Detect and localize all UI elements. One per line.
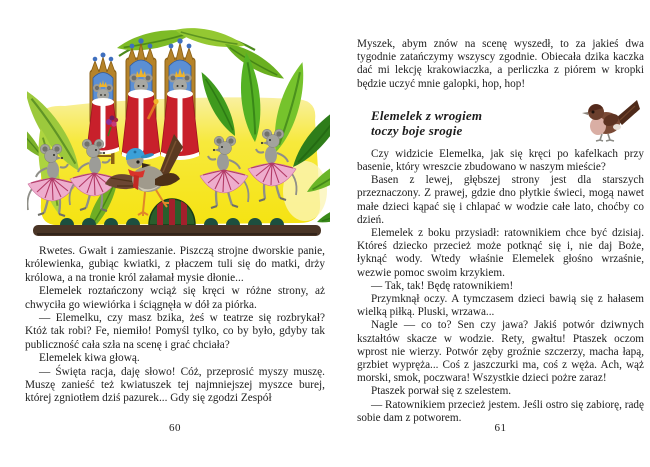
right-page-paragraphs bbox=[357, 148, 644, 425]
stage-illustration bbox=[27, 6, 330, 240]
throne-queen bbox=[161, 38, 199, 160]
right-page-text bbox=[357, 38, 644, 425]
paragraph: Basen z lewej, głębszej strony jest dla starszych przeznaczony. Z prawej, gdzie dno płytkie świeci, mogą nawet małe dzieci kąpać się i chlapać w wodzie całe lato, choćby co dzień. bbox=[357, 174, 644, 226]
right-page-number: 61 bbox=[494, 422, 507, 434]
paragraph: — Święta racja, daję słowo! Cóż, przeprosić myszy muszę. Muszę zanieść też kwiatuszek tej najmniejszej myszce burej, której zgniotłem dziś pazurek... Gdy się zgodzi Zespół bbox=[25, 365, 325, 405]
chapter-header bbox=[357, 108, 644, 138]
chapter-title-line2: toczy boje srogie bbox=[371, 122, 463, 138]
left-page-number: 60 bbox=[169, 422, 181, 434]
opening-paragraph: Myszek, abym znów na scenę wyszedł, to za jakieś dwa tygodnie zatańczymy wszyscy zgodnie. Obiecała dzika kaczka dać mi lekcję krakowiaczka, a perliczka z piórem w kropki będzie uczyć mnie galopki, hop, hop! bbox=[357, 38, 644, 90]
paragraph: Ptaszek porwał się z szelestem. bbox=[371, 385, 512, 398]
paragraph: — Elemelku, czy masz bzika, żeś w teatrze się rozbrykał? Któż tak robi? Fe, niemiło! Pomyśl tylko, co by było, gdyby tak publiczność cała szła na scenę i grać chciała? bbox=[25, 312, 325, 351]
paragraph: — Ratownikiem przecież jestem. Jeśli ostro się zabiorę, radę sobie dam z potworem. bbox=[357, 398, 644, 424]
paragraph: Czy widzicie Elemelka, jak się kręci po kafelkach przy basenie, który wreszcie zbudowano w naszym mieście? bbox=[357, 147, 644, 174]
paragraph: Elemelek z boku przysiadł: ratownikiem chce być dzisiaj. Któreś dziecko przecież może potknąć się i, nie daj Boże, łyknąć wody. Wtedy właśnie Elemelek głośno wrzaśnie, wezwie pomoc swoim krzykiem. bbox=[357, 227, 644, 279]
sparrow-vignette bbox=[580, 96, 642, 142]
left-page-text bbox=[25, 245, 325, 406]
throne-king bbox=[122, 38, 160, 160]
paragraph: Nagle — co to? Sen czy jawa? Jakiś potwór dziwnych kształtów skacze w wodzie. Rety, gwałtu! Ptaszek oczom wprost nie wierzy. Potwór zęby groźnie szczerzy, macha łapą, grzbiet wypręża... Coś z jaszczurki ma, coś z węża. Ach, wąż morski, smok, poczwara! Wszystkie dzieci pożre zaraz! bbox=[357, 319, 644, 385]
paragraph: Elemelek kiwa głową. bbox=[39, 352, 140, 365]
paragraph: Przymknął oczy. A tymczasem dzieci bawią się z hałasem wielką piłką. Pluski, wrzawa... bbox=[357, 293, 644, 319]
paragraph: Elemelek roztańczony wciąż się kręci w różne strony, aż chwyciła go wiewiórka i ściągnęła w dół za piórka. bbox=[25, 285, 325, 311]
paragraph: Rwetes. Gwałt i zamieszanie. Piszczą strojne dworskie panie, królewienka, gubiąc kwiatki, z płaczem tuli się do matki, drży królowa, a na tronie król załamał mysie dłonie... bbox=[25, 245, 325, 284]
chapter-title-line1: Elemelek z wrogiem bbox=[371, 107, 483, 123]
paragraph: — Tak, tak! Będę ratownikiem! bbox=[371, 279, 514, 292]
